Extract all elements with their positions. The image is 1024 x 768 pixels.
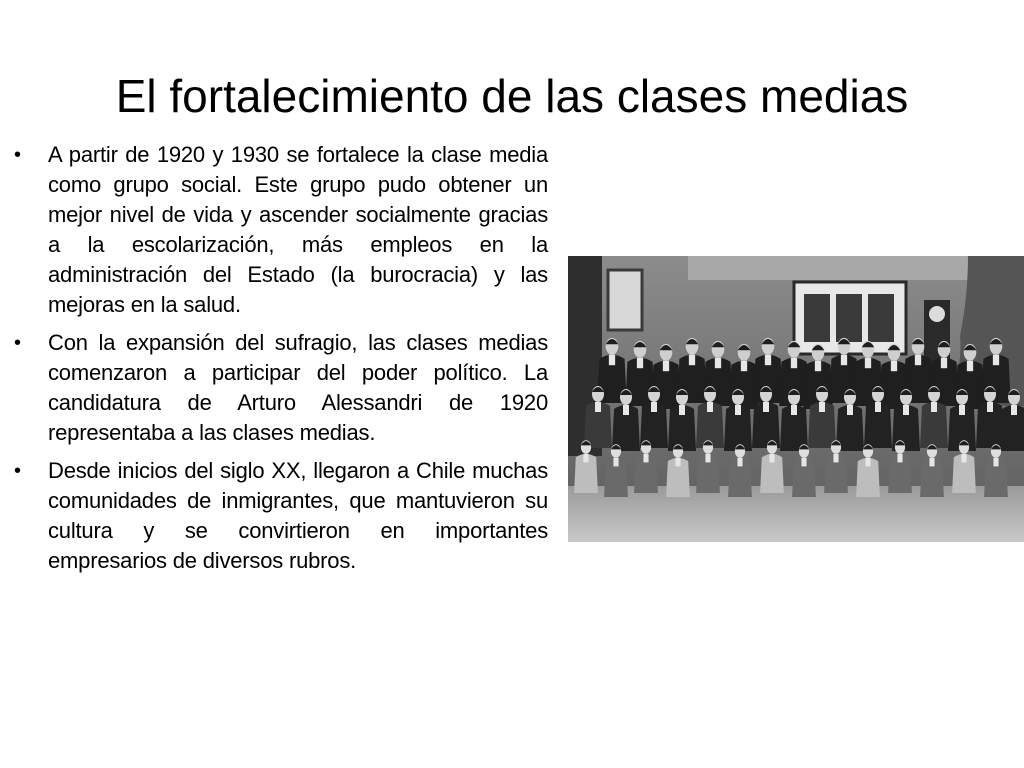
group-portrait-photo	[568, 256, 1024, 542]
bullet-text: Desde inicios del siglo XX, llegaron a Chile muchas comunidades de inmigrantes, que mantuvieron su cultura y se convirtieron en importantes empresarios de diversos rubros.	[48, 458, 548, 573]
bullet-icon: •	[14, 144, 22, 166]
bullet-item	[0, 140, 560, 320]
bullet-icon: •	[14, 332, 22, 354]
bullet-icon: •	[14, 460, 22, 482]
window-pane	[868, 294, 894, 342]
clock-face	[929, 306, 945, 322]
bullet-item	[0, 456, 560, 576]
bullet-list	[0, 140, 560, 584]
window-pane	[804, 294, 830, 342]
slide-title: El fortalecimiento de las clases medias	[115, 70, 909, 122]
bullet-item	[0, 328, 560, 448]
bullet-text: Con la expansión del sufragio, las clases medias comenzaron a participar del poder político. La candidatura de Arturo Alessandri de 1920 representaba a las clases medias.	[48, 330, 548, 445]
window-pane	[836, 294, 862, 342]
bullet-text: A partir de 1920 y 1930 se fortalece la clase media como grupo social. Este grupo pudo obtener un mejor nivel de vida y ascender socialmente gracias a la escolarización, más empleos en la administración del Estado (la burocracia) y las mejoras en la salud.	[48, 142, 548, 317]
left-window	[608, 270, 642, 330]
photo-illustration	[568, 256, 1024, 542]
